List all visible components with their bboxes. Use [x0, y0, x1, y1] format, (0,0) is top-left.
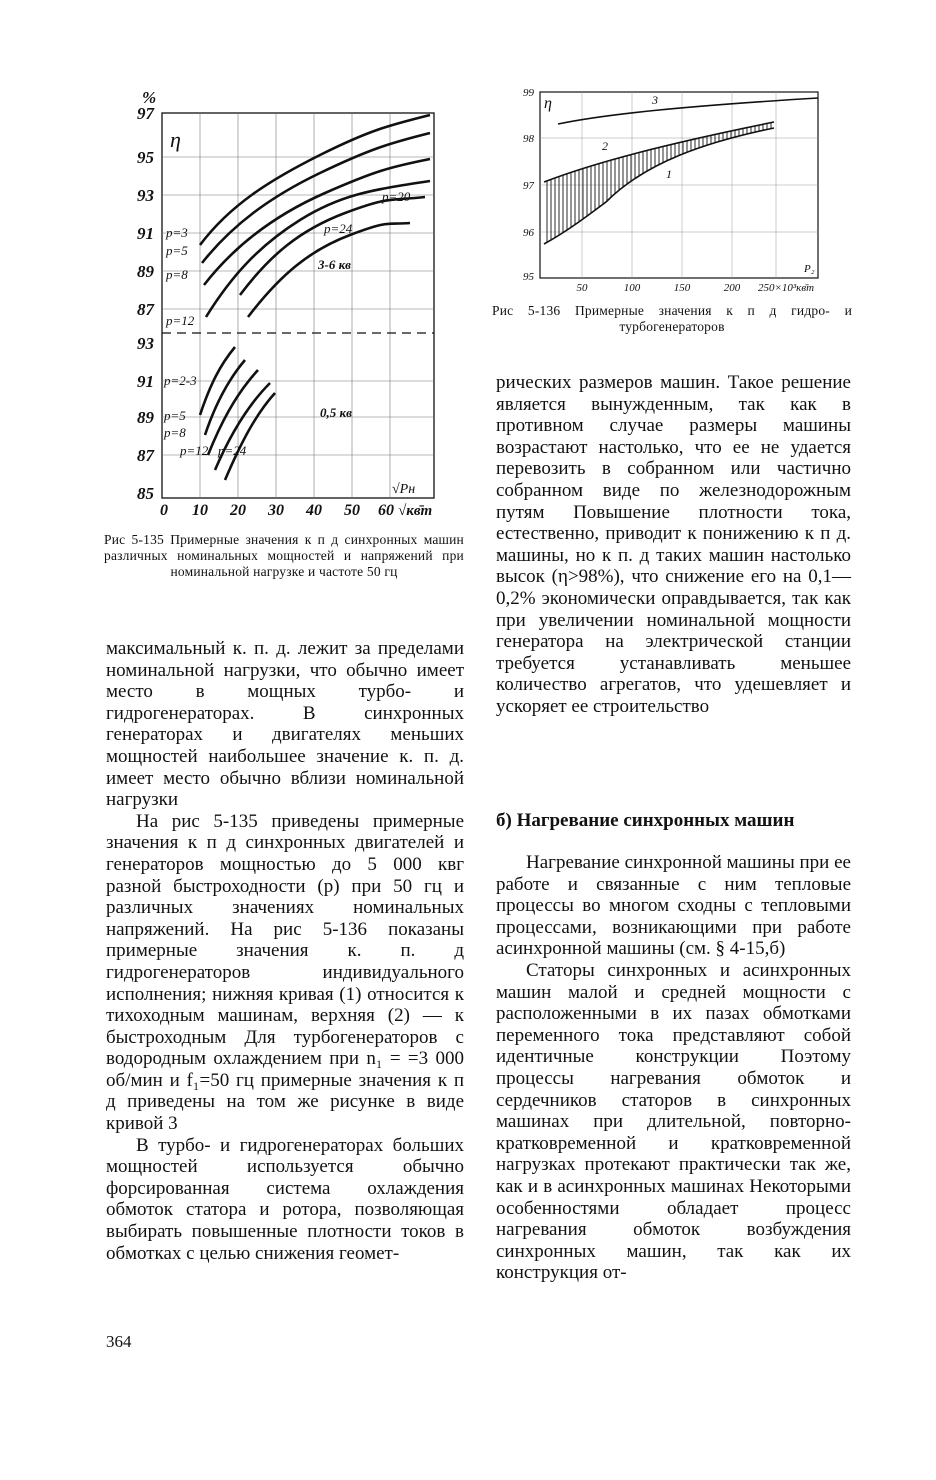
label-curve-3: 3	[652, 93, 658, 107]
x-unit: √кв̄т	[398, 503, 433, 515]
x-tick: 20	[230, 502, 246, 515]
y-tick: 91	[137, 224, 154, 243]
y-tick: 93	[137, 186, 154, 205]
paragraph: рических размеров машин. Такое решение является вынужденным, так как в противном случае размеры машины возрастают настолько, что ее не удается перевозить в собранном или частично собранном виде по железнодорожным путям Повышение плотности тока, естественно, приводит к понижению к п д. машины, но к п. д таких машин настолько высок (η>98%), что снижение его на 0,1—0,2% экономически оправдывается, так как при увеличении номинальной мощности генератора на электрической станции требуется устанавливать меньшее количество агрегатов, что удешевляет и ускоряет ее строительство	[496, 372, 851, 717]
label-lower-p2-3: p=2-3	[164, 373, 197, 388]
label-lower-p12: p=12	[180, 443, 209, 458]
y-tick: 91	[137, 372, 154, 391]
curve-p20	[240, 197, 425, 295]
x-tick: 250×10³кв̄т	[757, 282, 815, 292]
x-tick: 150	[673, 282, 691, 292]
y-tick: 89	[137, 408, 154, 427]
y-tick: 97	[523, 180, 534, 192]
right-column-top	[496, 372, 851, 718]
paragraph: Статоры синхронных и асинхронных машин малой и средней мощности с расположенными в их пазах обмотками переменного тока представляют собой идентичные конструкции Поэтому процессы нагревания обмоток и сердечников статоров в синхронных машинах при длительной, повторно-кратковременной и кратковременной нагрузках протекают практически так же, как и в асинхронных машинах Некоторыми особенностями обладает процесс нагревания обмоток возбуждения синхронных машин, так как их конструкция от-	[496, 959, 851, 1284]
paragraph: Нагревание синхронной машины при ее работе и связанные с ним тепловые процессы во многом сходны с тепловыми процессами, возникающими при работе асинхронной машины (см. § 4-15,б)	[496, 852, 851, 960]
x-tick: 30	[268, 502, 284, 515]
right-column-bottom	[496, 852, 851, 1284]
label-curve-2: 2	[602, 139, 608, 153]
figure-5-136-caption: Рис 5-136 Примерные значения к п д гидро- и турбогенераторов	[492, 303, 852, 334]
y-tick: 95	[137, 148, 154, 167]
x-tick: 0	[160, 502, 168, 515]
x-tick: 200	[723, 282, 741, 292]
label-p8: p=8	[166, 267, 188, 282]
y-tick: 96	[523, 227, 534, 239]
paragraph: максимальный к. п. д. лежит за пределами номинальной нагрузки, что обычно имеет место в мощных турбо- и гидрогенераторах. В синхронных генераторах и двигателях меньших мощностей наибольшее значение к. п. д. имеет место обычно вблизи номинальной нагрузки	[106, 638, 464, 811]
label-curve-1: 1	[666, 167, 672, 181]
label-lower-p24: p=24	[218, 443, 247, 458]
y-tick: 95	[523, 271, 534, 283]
section-heading: б) Нагревание синхронных машин	[496, 810, 795, 831]
x-tick: 50	[344, 502, 360, 515]
label-p20: p=20	[382, 189, 411, 204]
paragraph: В турбо- и гидрогенераторах больших мощностей используется обычно форсированная система охлаждения обмоток статора и ротора, позволяющая выбирать повышенные плотности токов в обмотках с целью снижения геомет-	[106, 1134, 464, 1264]
label-voltage-upper: 3-6 кв	[318, 257, 351, 272]
x-label: P₂	[804, 263, 815, 275]
y-tick: 97	[137, 104, 154, 123]
y-tick: 87	[137, 446, 154, 465]
figure-5-135-caption: Рис 5-135 Примерные значения к п д синхронных машин различных номинальных мощностей и напряжений при номинальной нагрузке и частоте 50 гц	[104, 532, 464, 579]
figure-5-135	[120, 85, 460, 515]
paragraph: На рис 5-135 приведены примерные значения к п д синхронных двигателей и генераторов мощностью до 5 000 квг разной быстроходности (p) при 50 гц и различных значениях номинальных напряжений. На рис 5-136 показаны примерные значения к. п. д гидрогенераторов индивидуального исполнения; нижняя кривая (1) относится к тихоходным машинам, верхняя (2) — к быстроходным Для турбогенераторов с водородным охлаждением при n₁ = =3 000 об/мин и f₁=50 гц примерные значения к п д приведены на том же рисунке в виде кривой 3	[106, 810, 464, 1135]
y-tick: 98	[523, 133, 534, 145]
x-tick: 60	[378, 502, 394, 515]
y-tick: 93	[137, 334, 154, 353]
y-tick: 87	[137, 300, 154, 319]
label-p12: p=12	[166, 313, 195, 328]
band-hatched	[544, 122, 774, 244]
y-unit: %	[142, 88, 157, 107]
left-column	[106, 638, 464, 1264]
x-tick: 10	[192, 502, 208, 515]
figure-5-136	[506, 82, 836, 292]
y-tick: 99	[523, 87, 534, 99]
efficiency-chart-generators	[506, 82, 836, 292]
label-voltage-lower: 0,5 кв	[320, 405, 352, 420]
x-tick: 100	[623, 282, 641, 292]
eta-symbol: η	[544, 95, 552, 112]
x-tick: 50	[576, 282, 588, 292]
y-tick: 89	[137, 262, 154, 281]
y-tick: 85	[137, 484, 154, 503]
eta-symbol: η	[170, 127, 181, 152]
label-lower-p5: p=5	[164, 408, 186, 423]
page-number: 364	[106, 1332, 132, 1351]
label-p5: p=5	[166, 243, 188, 258]
efficiency-chart-synchronous	[120, 85, 460, 515]
label-p24: p=24	[324, 221, 353, 236]
curve-3	[558, 98, 818, 124]
x-tick: 40	[306, 502, 322, 515]
label-lower-p8: p=8	[164, 425, 186, 440]
x-sqrt-label: √Pн	[392, 482, 416, 497]
label-p3: p=3	[166, 225, 188, 240]
